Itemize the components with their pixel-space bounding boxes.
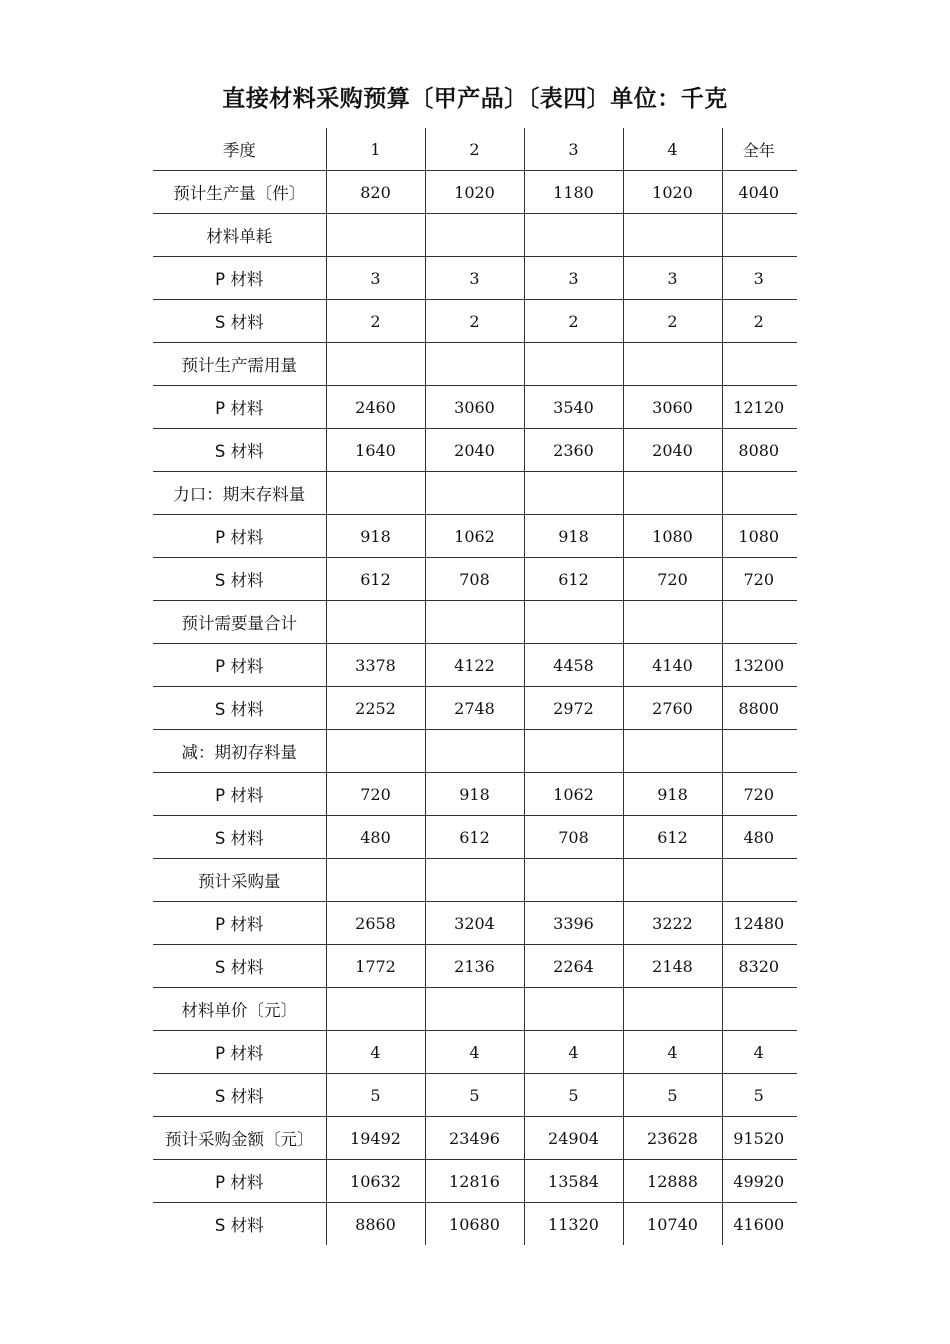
row-label: 力口：期末存料量: [153, 472, 326, 515]
header-q3: 3: [524, 128, 623, 171]
row-label: S 材料: [153, 945, 326, 988]
header-q2: 2: [425, 128, 524, 171]
table-cell: 1772: [326, 945, 425, 988]
table-row: [153, 687, 797, 730]
table-cell: [326, 472, 425, 515]
table-cell: 4: [326, 1031, 425, 1074]
row-label: P 材料: [153, 902, 326, 945]
table-row: [153, 644, 797, 687]
table-cell: 23496: [425, 1117, 524, 1160]
table-cell: 4: [722, 1031, 797, 1074]
table-cell: 480: [722, 816, 797, 859]
row-label: P 材料: [153, 644, 326, 687]
table-cell: 13584: [524, 1160, 623, 1203]
table-cell: 1080: [722, 515, 797, 558]
table-row: [153, 386, 797, 429]
row-label: S 材料: [153, 1074, 326, 1117]
table-cell: 1020: [425, 171, 524, 214]
row-label: S 材料: [153, 300, 326, 343]
table-cell: 3060: [623, 386, 722, 429]
table-cell: 12480: [722, 902, 797, 945]
table-cell: 3: [326, 257, 425, 300]
table-cell: 612: [623, 816, 722, 859]
table-cell: 4: [524, 1031, 623, 1074]
table-cell: 1640: [326, 429, 425, 472]
table-cell: [722, 472, 797, 515]
table-cell: 49920: [722, 1160, 797, 1203]
table-cell: [425, 472, 524, 515]
table-cell: 13200: [722, 644, 797, 687]
header-q4: 4: [623, 128, 722, 171]
table-cell: 4: [425, 1031, 524, 1074]
row-label: P 材料: [153, 773, 326, 816]
table-row: [153, 601, 797, 644]
table-row: [153, 945, 797, 988]
table-cell: 2: [326, 300, 425, 343]
table-cell: 41600: [722, 1203, 797, 1246]
row-label: S 材料: [153, 687, 326, 730]
table-cell: 3: [425, 257, 524, 300]
table-cell: [326, 601, 425, 644]
table-cell: 1020: [623, 171, 722, 214]
table-cell: 2040: [425, 429, 524, 472]
row-label: 预计需要量合计: [153, 601, 326, 644]
table-cell: 612: [524, 558, 623, 601]
row-label: S 材料: [214, 1216, 264, 1235]
table-cell: 2972: [524, 687, 623, 730]
table-row: [153, 730, 797, 773]
table-cell: 12120: [722, 386, 797, 429]
table-cell: [326, 859, 425, 902]
row-label: 材料单耗: [153, 214, 326, 257]
table-cell: 2: [722, 300, 797, 343]
table-cell: 19492: [326, 1117, 425, 1160]
table-cell: 2760: [623, 687, 722, 730]
table-cell: 2658: [326, 902, 425, 945]
table-cell: 2360: [524, 429, 623, 472]
table-cell: 1080: [623, 515, 722, 558]
table-cell: [326, 730, 425, 773]
table-cell: 2148: [623, 945, 722, 988]
table-cell: 2252: [326, 687, 425, 730]
table-row: [153, 472, 797, 515]
header-quarter: 季度: [153, 128, 326, 171]
table-cell: 4140: [623, 644, 722, 687]
table-cell: 4: [623, 1031, 722, 1074]
table-cell: [326, 988, 425, 1031]
table-row: [153, 1074, 797, 1117]
table-cell: 2136: [425, 945, 524, 988]
row-label: 预计生产量〔件〕: [153, 171, 326, 214]
table-cell: 11320: [524, 1203, 623, 1246]
table-cell: 3: [623, 257, 722, 300]
table-cell: 3540: [524, 386, 623, 429]
table-cell: [524, 601, 623, 644]
table-cell: 10680: [425, 1203, 524, 1246]
table-row: [153, 859, 797, 902]
table-cell: 2460: [326, 386, 425, 429]
row-label: P 材料: [153, 386, 326, 429]
table-cell: 4122: [425, 644, 524, 687]
row-label: 预计生产需用量: [153, 343, 326, 386]
header-full-year: 全年: [722, 128, 797, 171]
table-cell: [524, 472, 623, 515]
table-row: [153, 515, 797, 558]
table-cell: 8320: [722, 945, 797, 988]
table-row: [153, 558, 797, 601]
table-cell: 12888: [623, 1160, 722, 1203]
table-cell: 918: [623, 773, 722, 816]
table-cell: 23628: [623, 1117, 722, 1160]
table-cell: [623, 859, 722, 902]
table-cell: [623, 988, 722, 1031]
table-cell: 8860: [326, 1203, 425, 1246]
table-header-row: [153, 128, 797, 171]
table-cell: 3060: [425, 386, 524, 429]
table-cell: 720: [326, 773, 425, 816]
table-cell: 708: [425, 558, 524, 601]
table-cell: 2040: [623, 429, 722, 472]
table-cell: 708: [524, 816, 623, 859]
table-row: [153, 1160, 797, 1203]
table-cell: 24904: [524, 1117, 623, 1160]
table-cell: 2748: [425, 687, 524, 730]
table-cell: 918: [425, 773, 524, 816]
table-cell: 820: [326, 171, 425, 214]
table-cell: 5: [722, 1074, 797, 1117]
table-cell: [425, 988, 524, 1031]
table-cell: [623, 343, 722, 386]
table-row: [153, 988, 797, 1031]
page-title: 直接材料采购预算〔甲产品〕〔表四〕单位：千克: [222, 86, 728, 112]
table-body: [153, 171, 797, 1246]
budget-table-container: [153, 128, 797, 1245]
table-row: [153, 1117, 797, 1160]
table-row: [153, 816, 797, 859]
material-purchase-budget-table: [153, 128, 797, 1245]
table-cell: 4458: [524, 644, 623, 687]
table-cell: [722, 730, 797, 773]
row-label: S 材料: [153, 429, 326, 472]
table-cell: [326, 343, 425, 386]
table-cell: 12816: [425, 1160, 524, 1203]
table-cell: [524, 988, 623, 1031]
table-row: [153, 214, 797, 257]
row-label: 减：期初存料量: [153, 730, 326, 773]
table-cell: 1180: [524, 171, 623, 214]
table-cell: 1062: [425, 515, 524, 558]
table-cell: 720: [722, 773, 797, 816]
row-label: P 材料: [153, 1160, 326, 1203]
table-row: [153, 429, 797, 472]
table-cell: 5: [524, 1074, 623, 1117]
row-label: 预计采购量: [153, 859, 326, 902]
table-row: [153, 902, 797, 945]
table-cell: 3: [524, 257, 623, 300]
table-cell: [326, 214, 425, 257]
table-cell: [524, 214, 623, 257]
table-row: [153, 300, 797, 343]
table-cell: 10740: [623, 1203, 722, 1246]
table-cell: 918: [326, 515, 425, 558]
table-cell: [623, 601, 722, 644]
table-cell: [722, 988, 797, 1031]
table-row: [153, 257, 797, 300]
table-cell: 5: [425, 1074, 524, 1117]
table-cell: [623, 214, 722, 257]
row-label: P 材料: [153, 257, 326, 300]
table-cell: [524, 730, 623, 773]
header-q1: 1: [326, 128, 425, 171]
row-label: 材料单价〔元〕: [153, 988, 326, 1031]
table-cell: 3222: [623, 902, 722, 945]
table-cell: 612: [326, 558, 425, 601]
table-cell: [524, 343, 623, 386]
table-cell: [425, 730, 524, 773]
row-label: P 材料: [153, 515, 326, 558]
table-cell: [722, 859, 797, 902]
table-cell: 3378: [326, 644, 425, 687]
table-cell: 918: [524, 515, 623, 558]
table-row: [153, 343, 797, 386]
table-cell: [425, 343, 524, 386]
table-cell: [524, 859, 623, 902]
table-cell: 720: [623, 558, 722, 601]
table-cell: 480: [326, 816, 425, 859]
table-cell: 8080: [722, 429, 797, 472]
table-cell: [722, 601, 797, 644]
table-cell: 720: [722, 558, 797, 601]
table-row: [153, 1203, 797, 1246]
row-label: S 材料: [153, 816, 326, 859]
row-label: P 材料: [153, 1031, 326, 1074]
table-cell: [425, 601, 524, 644]
table-cell: 2: [425, 300, 524, 343]
table-cell: 3396: [524, 902, 623, 945]
table-cell: 1062: [524, 773, 623, 816]
table-row: [153, 773, 797, 816]
table-cell: [623, 730, 722, 773]
table-cell: 4040: [722, 171, 797, 214]
row-label: 预计采购金额〔元〕: [153, 1117, 326, 1160]
table-cell: [623, 472, 722, 515]
table-cell: [425, 859, 524, 902]
table-cell: 2264: [524, 945, 623, 988]
row-label: S 材料: [153, 558, 326, 601]
table-row: [153, 1031, 797, 1074]
table-cell: 91520: [722, 1117, 797, 1160]
table-cell: [425, 214, 524, 257]
table-cell: [722, 343, 797, 386]
table-cell: 3204: [425, 902, 524, 945]
table-cell: 5: [326, 1074, 425, 1117]
table-cell: 5: [623, 1074, 722, 1117]
table-cell: 2: [524, 300, 623, 343]
table-cell: 612: [425, 816, 524, 859]
table-cell: 8800: [722, 687, 797, 730]
table-row: [153, 171, 797, 214]
table-cell: [722, 214, 797, 257]
table-cell: 3: [722, 257, 797, 300]
table-cell: 10632: [326, 1160, 425, 1203]
table-cell: 2: [623, 300, 722, 343]
